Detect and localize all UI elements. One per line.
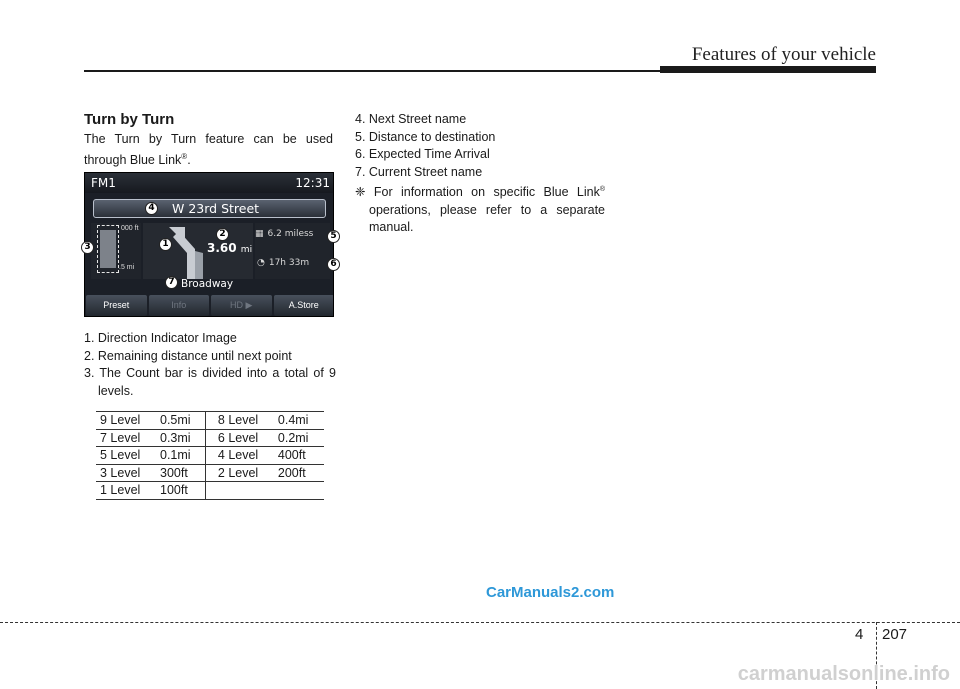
section-title: Turn by Turn: [84, 111, 175, 128]
list-item: 2. Remaining distance until next point: [84, 348, 292, 363]
table-cell: 7 Level 0.3mi: [96, 429, 205, 447]
count-bottom-label: .5 mi: [119, 264, 135, 271]
head-unit-screen: [84, 172, 334, 317]
page-number: 207: [882, 626, 908, 643]
current-street-name: Broadway: [181, 278, 234, 290]
table-cell: 9 Level 0.5mi: [96, 412, 205, 430]
info-button[interactable]: Info: [149, 295, 210, 316]
note-paragraph: [355, 181, 605, 237]
header-rule-thin: [84, 70, 664, 72]
registered-mark: ®: [181, 152, 188, 161]
radio-band: FM1: [91, 176, 116, 190]
list-item: 3. The Count bar is divided into a total of 9 levels.: [84, 366, 336, 398]
footer-site-watermark: carmanualsonline.info: [737, 663, 950, 685]
distance-readout: [207, 241, 252, 255]
note-symbol: ❈: [355, 185, 366, 200]
page-header-title: Features of your vehicle: [691, 44, 876, 65]
table-cell: 5 Level 0.1mi: [96, 447, 205, 465]
header-rule-thick: [660, 66, 876, 73]
arrival-time: 17h 33m: [268, 258, 310, 268]
table-row: [96, 412, 324, 430]
list-item: 1. Direction Indicator Image: [84, 331, 237, 345]
hd-button[interactable]: HD ▶: [211, 295, 272, 316]
destination-distance: 6.2 miless: [267, 229, 314, 239]
list-item: 4. Next Street name: [355, 112, 467, 126]
callout-badge-5: 5: [327, 230, 340, 243]
clock-icon: ◔: [257, 258, 265, 268]
intro-text: The Turn by Turn feature can be used through Blue Link: [84, 132, 333, 168]
legend-list-left: [84, 330, 336, 400]
count-levels-table: [96, 411, 324, 500]
table-row: [96, 482, 324, 500]
table-cell: 1 Level 100ft: [96, 482, 205, 500]
table-row: [96, 464, 324, 482]
checkered-flag-icon: ▦: [255, 229, 264, 239]
count-top-label: 000 ft: [121, 225, 139, 232]
intro-paragraph: [84, 131, 333, 169]
callout-badge-6: 6: [327, 258, 340, 271]
list-item: 7. Current Street name: [355, 164, 483, 179]
callout-badge-4: 4: [145, 202, 158, 215]
legend-list-right: [355, 111, 605, 237]
list-item: 6. Expected Time Arrival: [355, 147, 490, 161]
clock: 12:31: [295, 176, 330, 190]
next-street-bar: [93, 199, 326, 218]
chapter-number: 4: [855, 626, 864, 643]
count-bar-panel: [91, 223, 141, 279]
table-cell: 8 Level 0.4mi: [205, 412, 324, 430]
table-row: [96, 429, 324, 447]
list-item: 5. Distance to destination: [355, 129, 496, 144]
next-street-name: W 23rd Street: [172, 201, 260, 216]
count-bar-fill: [100, 230, 116, 268]
destination-distance-row: [255, 229, 313, 239]
arrival-time-row: [257, 258, 309, 268]
note-text-a: For information on specific Blue Link: [373, 185, 600, 200]
watermark-link[interactable]: CarManuals2.com: [486, 584, 615, 601]
callout-badge-1: 1: [159, 238, 172, 251]
intro-end: .: [187, 153, 191, 168]
footer-dashed-rule: [0, 622, 960, 623]
preset-button[interactable]: Preset: [86, 295, 147, 316]
distance-unit: mi: [240, 245, 253, 255]
table-cell: 3 Level 300ft: [96, 464, 205, 482]
callout-badge-2: 2: [216, 228, 229, 241]
astore-button[interactable]: A.Store: [274, 295, 335, 316]
callout-badge-3: 3: [81, 241, 94, 254]
table-cell: 2 Level 200ft: [205, 464, 324, 482]
screen-status-bar: [85, 173, 334, 193]
count-bar-frame: [97, 225, 119, 273]
table-cell: 4 Level 400ft: [205, 447, 324, 465]
note-text-b: operations, please refer to a separate manual.: [369, 202, 605, 235]
table-cell: 6 Level 0.2mi: [205, 429, 324, 447]
screen-button-row: [85, 293, 334, 317]
callout-badge-7: 7: [165, 276, 178, 289]
distance-value: 3.60: [207, 241, 237, 255]
table-cell: [205, 482, 324, 500]
table-row: [96, 447, 324, 465]
note-registered-mark: ®: [599, 186, 605, 193]
